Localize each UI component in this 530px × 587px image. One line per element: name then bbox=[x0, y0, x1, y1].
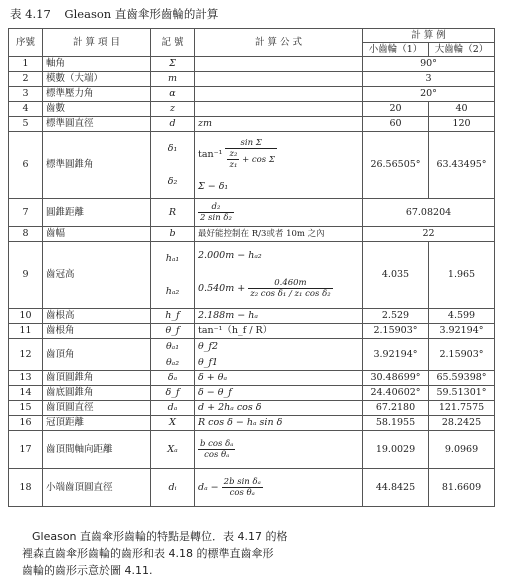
row-value-pinion: 3.92194° bbox=[363, 339, 429, 371]
row-symbol: b bbox=[151, 227, 195, 242]
row-value-gear: 9.0969 bbox=[429, 431, 495, 469]
row-value-pinion: 26.56505° bbox=[363, 132, 429, 199]
row-formula: zm bbox=[195, 117, 363, 132]
fraction-denominator bbox=[225, 149, 276, 170]
row-value-gear: 28.2425 bbox=[429, 416, 495, 431]
table-row bbox=[9, 401, 495, 416]
row-symbol: α bbox=[151, 87, 195, 102]
symbol-1: θₐ₁ bbox=[165, 341, 180, 353]
row-value: 90° bbox=[363, 57, 495, 72]
row-formula: 最好能控制在 R/3或者 10m 之內 bbox=[195, 227, 363, 242]
row-item: 齒頂角 bbox=[43, 339, 151, 371]
row-number: 17 bbox=[9, 431, 43, 469]
row-value: 3 bbox=[363, 72, 495, 87]
row-item: 齒數 bbox=[43, 102, 151, 117]
row-formula bbox=[195, 102, 363, 117]
table-row bbox=[9, 72, 495, 87]
row-value-pinion: 20 bbox=[363, 102, 429, 117]
row-item: 模數（大端） bbox=[43, 72, 151, 87]
fraction-numerator: b cos δₐ bbox=[200, 438, 234, 449]
row-value-gear: 3.92194° bbox=[429, 324, 495, 339]
row-formula bbox=[195, 57, 363, 72]
row-value-pinion: 24.40602° bbox=[363, 386, 429, 401]
symbol-2: δ₂ bbox=[167, 175, 178, 187]
row-symbol: θ_f bbox=[151, 324, 195, 339]
formula-fraction bbox=[222, 477, 263, 498]
formula-1: 2.000m − hₐ₂ bbox=[198, 250, 262, 262]
row-value-pinion: 30.48699° bbox=[363, 371, 429, 386]
inner-numerator: z₂ bbox=[229, 148, 238, 159]
formula-fraction bbox=[225, 138, 276, 171]
row-value-pinion: 19.0029 bbox=[363, 431, 429, 469]
row-number: 6 bbox=[9, 132, 43, 199]
row-item: 標準圓直徑 bbox=[43, 117, 151, 132]
row-value-pinion: 2.15903° bbox=[363, 324, 429, 339]
row-symbol: δ_f bbox=[151, 386, 195, 401]
row-item: 齒根角 bbox=[43, 324, 151, 339]
fraction-numerator: 2b sin δₐ bbox=[223, 476, 261, 487]
formula-prefix: tan⁻¹ bbox=[198, 148, 223, 160]
row-value-gear: 59.51301° bbox=[429, 386, 495, 401]
row-symbol bbox=[151, 339, 195, 371]
row-formula: R cos δ − hₐ sin δ bbox=[195, 416, 363, 431]
formula-fraction bbox=[198, 202, 234, 223]
header-seq: 序號 bbox=[9, 29, 43, 57]
row-symbol: Xₐ bbox=[151, 431, 195, 469]
row-formula bbox=[195, 242, 363, 309]
symbol-1: δ₁ bbox=[167, 142, 178, 154]
row-item: 齒頂間軸向距離 bbox=[43, 431, 151, 469]
fraction-denominator: z₂ cos δ₁ / z₁ cos δ₂ bbox=[250, 289, 331, 300]
row-formula bbox=[195, 469, 363, 507]
row-formula: δ + θₐ bbox=[195, 371, 363, 386]
formula-fraction bbox=[248, 278, 332, 299]
row-symbol: δₐ bbox=[151, 371, 195, 386]
row-value-pinion: 44.8425 bbox=[363, 469, 429, 507]
row-value: 20° bbox=[363, 87, 495, 102]
table-row bbox=[9, 117, 495, 132]
formula-1 bbox=[198, 138, 277, 171]
row-formula: 2.188m − hₐ bbox=[195, 309, 363, 324]
row-formula: tan⁻¹（h_f / R） bbox=[195, 324, 363, 339]
row-number: 1 bbox=[9, 57, 43, 72]
calculation-table bbox=[8, 28, 495, 507]
row-value: 67.08204 bbox=[363, 199, 495, 227]
row-number: 18 bbox=[9, 469, 43, 507]
row-formula bbox=[195, 339, 363, 371]
row-formula: δ − θ_f bbox=[195, 386, 363, 401]
row-symbol: R bbox=[151, 199, 195, 227]
row-value-pinion: 58.1955 bbox=[363, 416, 429, 431]
inner-denominator: z₁ bbox=[229, 159, 238, 170]
row-value-pinion: 2.529 bbox=[363, 309, 429, 324]
fraction-denominator: 2 sin δ₂ bbox=[200, 213, 232, 223]
formula-2 bbox=[198, 278, 333, 299]
fraction-numerator: 0.460m bbox=[248, 278, 332, 289]
row-item: 軸角 bbox=[43, 57, 151, 72]
row-number: 10 bbox=[9, 309, 43, 324]
header-formula: 計 算 公 式 bbox=[195, 29, 363, 57]
row-item: 齒根高 bbox=[43, 309, 151, 324]
fraction-denominator: cos θₐ bbox=[204, 450, 230, 460]
table-row bbox=[9, 324, 495, 339]
row-number: 12 bbox=[9, 339, 43, 371]
header-example: 計 算 例 bbox=[363, 29, 495, 43]
formula-prefix: 0.540m + bbox=[198, 283, 246, 295]
table-caption bbox=[10, 6, 218, 22]
row-value-gear: 2.15903° bbox=[429, 339, 495, 371]
inner-suffix: + cos Σ bbox=[242, 154, 275, 165]
row-symbol: d bbox=[151, 117, 195, 132]
row-value-gear: 1.965 bbox=[429, 242, 495, 309]
row-symbol: X bbox=[151, 416, 195, 431]
row-value-gear: 120 bbox=[429, 117, 495, 132]
row-item: 冠頂距離 bbox=[43, 416, 151, 431]
row-value-gear: 40 bbox=[429, 102, 495, 117]
row-number: 7 bbox=[9, 199, 43, 227]
table-row bbox=[9, 242, 495, 309]
symbol-2: θₐ₂ bbox=[165, 356, 180, 368]
row-value-gear: 121.7575 bbox=[429, 401, 495, 416]
row-value-gear: 81.6609 bbox=[429, 469, 495, 507]
table-row bbox=[9, 386, 495, 401]
row-symbol: h_f bbox=[151, 309, 195, 324]
paragraph-line: Gleason 直齒傘形齒輪的特點是轉位．表 4.17 的格 bbox=[32, 530, 288, 543]
row-value-pinion: 60 bbox=[363, 117, 429, 132]
row-value-gear: 4.599 bbox=[429, 309, 495, 324]
row-number: 14 bbox=[9, 386, 43, 401]
row-symbol bbox=[151, 132, 195, 199]
header-symbol: 記 號 bbox=[151, 29, 195, 57]
row-number: 4 bbox=[9, 102, 43, 117]
row-value-gear: 63.43495° bbox=[429, 132, 495, 199]
row-formula: d + 2hₐ cos δ bbox=[195, 401, 363, 416]
row-formula bbox=[195, 87, 363, 102]
row-symbol: Σ bbox=[151, 57, 195, 72]
paragraph-line: 齒輪的齒形示意於圖 4.11. bbox=[22, 564, 153, 578]
paragraph-line: 裡森直齒傘形齒輪的齒形和表 4.18 的標準直齒傘形 bbox=[22, 547, 274, 561]
table-row bbox=[9, 87, 495, 102]
row-item: 齒冠高 bbox=[43, 242, 151, 309]
table-row bbox=[9, 132, 495, 199]
row-number: 16 bbox=[9, 416, 43, 431]
row-item: 圓錐距離 bbox=[43, 199, 151, 227]
row-formula bbox=[195, 199, 363, 227]
row-formula bbox=[195, 431, 363, 469]
row-value-pinion: 67.2180 bbox=[363, 401, 429, 416]
table-row bbox=[9, 371, 495, 386]
row-number: 5 bbox=[9, 117, 43, 132]
body-paragraph bbox=[22, 528, 322, 579]
table-row bbox=[9, 57, 495, 72]
row-item: 標準壓力角 bbox=[43, 87, 151, 102]
row-item: 齒幅 bbox=[43, 227, 151, 242]
symbol-1: hₐ₁ bbox=[165, 252, 180, 264]
table-row bbox=[9, 227, 495, 242]
table-row bbox=[9, 102, 495, 117]
formula-2: Σ − δ₁ bbox=[198, 181, 229, 193]
row-symbol bbox=[151, 242, 195, 309]
row-item: 標準圓錐角 bbox=[43, 132, 151, 199]
table-row bbox=[9, 309, 495, 324]
table-title: Gleason 直齒傘形齒輪的計算 bbox=[64, 7, 219, 21]
table-row bbox=[9, 431, 495, 469]
formula-fraction bbox=[198, 439, 235, 460]
row-number: 2 bbox=[9, 72, 43, 87]
table-row bbox=[9, 339, 495, 371]
header-pinion: 小齒輪（1） bbox=[363, 43, 429, 57]
row-symbol: z bbox=[151, 102, 195, 117]
header-gear: 大齒輪（2） bbox=[429, 43, 495, 57]
row-number: 8 bbox=[9, 227, 43, 242]
row-item: 齒頂圓錐角 bbox=[43, 371, 151, 386]
formula-1: θ_f2 bbox=[198, 341, 219, 353]
row-symbol: dₐ bbox=[151, 401, 195, 416]
row-value: 22 bbox=[363, 227, 495, 242]
row-number: 15 bbox=[9, 401, 43, 416]
formula-prefix: dₐ − bbox=[198, 482, 219, 493]
row-number: 3 bbox=[9, 87, 43, 102]
fraction-denominator: cos θₐ bbox=[229, 488, 255, 498]
formula-2: θ_f1 bbox=[198, 356, 219, 368]
inner-fraction bbox=[227, 149, 239, 170]
header-item: 計 算 項 目 bbox=[43, 29, 151, 57]
row-number: 13 bbox=[9, 371, 43, 386]
row-item: 小端齒頂圓直徑 bbox=[43, 469, 151, 507]
row-value-gear: 65.59398° bbox=[429, 371, 495, 386]
table-row bbox=[9, 469, 495, 507]
table-number: 表 4.17 bbox=[10, 7, 51, 21]
row-number: 11 bbox=[9, 324, 43, 339]
row-item: 齒頂圓直徑 bbox=[43, 401, 151, 416]
row-value-pinion: 4.035 bbox=[363, 242, 429, 309]
row-number: 9 bbox=[9, 242, 43, 309]
fraction-numerator: d₂ bbox=[198, 202, 234, 213]
row-formula bbox=[195, 72, 363, 87]
row-symbol: m bbox=[151, 72, 195, 87]
symbol-2: hₐ₂ bbox=[165, 285, 180, 297]
table-row bbox=[9, 199, 495, 227]
row-symbol: dᵢ bbox=[151, 469, 195, 507]
row-item: 齒底圓錐角 bbox=[43, 386, 151, 401]
row-formula bbox=[195, 132, 363, 199]
table-row bbox=[9, 416, 495, 431]
fraction-numerator: sin Σ bbox=[225, 138, 276, 149]
